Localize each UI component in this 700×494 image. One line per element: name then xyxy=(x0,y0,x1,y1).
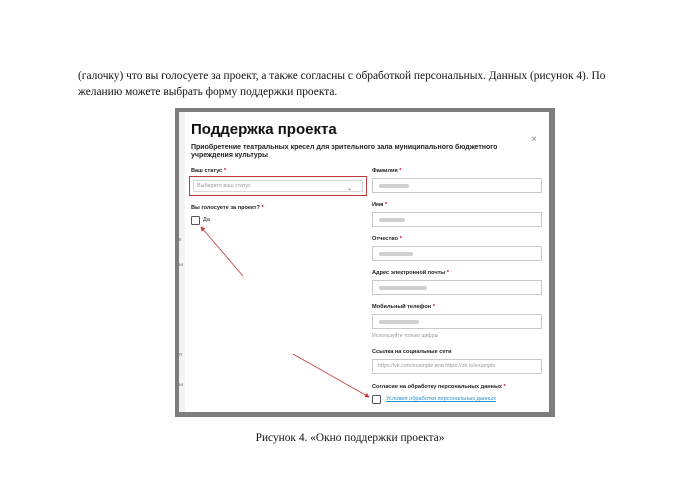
social-label: Ссылка на социальные сети xyxy=(372,349,452,355)
support-modal xyxy=(179,112,549,412)
side-mark: к xyxy=(179,237,182,243)
side-mark: ы xyxy=(179,262,184,268)
email-label: Адрес электронной почты * xyxy=(372,270,449,276)
modal-title: Поддержка проекта xyxy=(191,121,337,138)
arrow-to-vote-checkbox xyxy=(201,227,243,276)
screenshot-figure xyxy=(175,108,555,417)
vote-option-label: Да xyxy=(203,217,210,223)
arrow-to-consent-checkbox xyxy=(293,354,369,397)
vote-label: Вы голосуете за проект? * xyxy=(191,205,264,211)
consent-label: Согласие на обработку персональных данных * xyxy=(372,384,506,390)
consent-terms-link[interactable]: Условия обработки персональных данных xyxy=(386,396,496,402)
side-mark: ы xyxy=(179,382,184,388)
status-placeholder: Выберите ваш статус xyxy=(197,183,251,189)
phone-hint: Используйте только цифры xyxy=(372,333,439,339)
chevron-down-icon: ⌄ xyxy=(346,186,352,192)
surname-label: Фамилия * xyxy=(372,168,402,174)
patronymic-label: Отчество * xyxy=(372,236,402,242)
body-paragraph: (галочку) что вы голосуете за проект, а также согласны с обработкой персональных. Данных (рисунок 4). По желанию можете выбрать форму поддержки проекта. xyxy=(78,70,606,98)
project-subtitle: Приобретение театральных кресел для зрительного зала муниципального бюджетного учреждения культуры xyxy=(191,144,498,159)
side-mark: п xyxy=(179,352,183,358)
annotation-arrows xyxy=(179,112,549,412)
figure-caption: Рисунок 4. «Окно поддержки проекта» xyxy=(255,432,445,444)
name-label: Имя * xyxy=(372,202,388,208)
status-label: Ваш статус * xyxy=(191,168,227,174)
close-icon[interactable]: × xyxy=(531,134,537,145)
phone-label: Мобильный телефон * xyxy=(372,304,435,310)
social-input[interactable]: https://vk.com/example или https://ok.ru/example xyxy=(372,359,542,374)
